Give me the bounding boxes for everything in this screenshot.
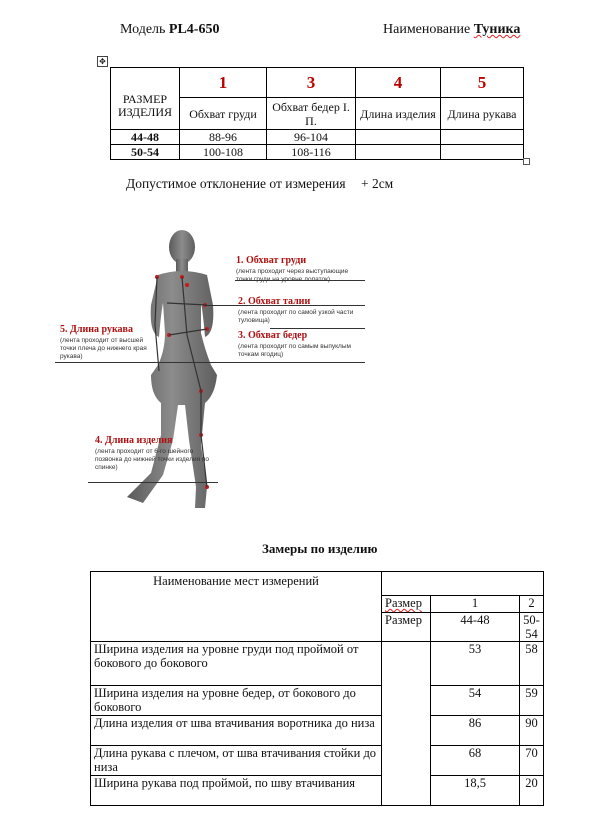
row-value-2: 58: [520, 642, 544, 686]
name-header: [383, 22, 520, 38]
table-row: [91, 776, 544, 806]
row-value-2: 70: [520, 746, 544, 776]
name-label: Наименование: [383, 22, 471, 37]
value-cell: [441, 130, 524, 145]
value-cell: 88-96: [180, 130, 267, 145]
row-name: Ширина рукава под проймой, по шву втачивания: [91, 776, 382, 806]
tolerance-text: Допустимое отклонение от измерения: [126, 176, 346, 191]
size-num-1: 1: [431, 596, 520, 613]
hips-line: [270, 328, 365, 329]
name-value: Туника: [473, 22, 521, 37]
label-title: 2. Обхват талии: [238, 296, 311, 307]
length-line: [88, 482, 218, 483]
label-note: (лента проходит по самым выпуклым точкам ягодиц): [238, 343, 351, 358]
table-row: [111, 145, 524, 160]
tolerance-line: [126, 176, 393, 192]
col-num-1: 1: [180, 68, 267, 98]
row-name: Ширина изделия на уровне бедер, от бокового до бокового: [91, 686, 382, 716]
row-name: Длина изделия от шва втачивания воротника до низа: [91, 716, 382, 746]
figure-label-hips: [238, 330, 368, 359]
value-cell: [356, 145, 441, 160]
size-value-2: 50-54: [520, 613, 544, 642]
table-move-handle-icon[interactable]: ✥: [97, 56, 108, 67]
row-value-2: 20: [520, 776, 544, 806]
row-value-1: 18,5: [431, 776, 520, 806]
size-header: РАЗМЕР ИЗДЕЛИЯ: [111, 68, 180, 130]
row-value-2: 90: [520, 716, 544, 746]
measurements-table: [90, 571, 544, 806]
label-title: 5. Длина рукава: [60, 324, 133, 335]
label-title: 3. Обхват бедер: [238, 330, 308, 341]
tolerance-value: + 2см: [360, 176, 394, 191]
row-name: Ширина изделия на уровне груди под проймой от бокового до бокового: [91, 642, 382, 686]
hips-level-line: [55, 362, 365, 363]
size-table: [110, 67, 524, 160]
table-row: [91, 642, 544, 686]
col-label-chest: Обхват груди: [180, 98, 267, 130]
col-num-3: 3: [267, 68, 356, 98]
table-row: [91, 746, 544, 776]
blank-column: [382, 642, 431, 806]
value-cell: 108-116: [267, 145, 356, 160]
table-resize-handle[interactable]: [523, 158, 530, 165]
model-header: [120, 22, 219, 38]
size-cell: 44-48: [111, 130, 180, 145]
label-note: (лента проходит по самой узкой части туловища): [238, 309, 354, 324]
label-note: (лента проходит от высшей точки плеча до нижнего края рукава): [60, 337, 147, 360]
figure-label-waist: [238, 296, 368, 325]
size-label: [382, 596, 431, 613]
size-value-1: 44-48: [431, 613, 520, 642]
label-note: (лента проходит от 6-го шейного позвонка до нижней точки изделия по спинке): [95, 448, 210, 471]
value-cell: 96-104: [267, 130, 356, 145]
row-value-1: 68: [431, 746, 520, 776]
table-row: [91, 686, 544, 716]
size-cell: 50-54: [111, 145, 180, 160]
col-label-sleeve: Длина рукава: [441, 98, 524, 130]
table-row: [91, 716, 544, 746]
value-cell: [356, 130, 441, 145]
model-value: PL4-650: [168, 22, 220, 37]
col-label-hips: Обхват бедер I. П.: [267, 98, 356, 130]
measurements-title: Замеры по изделию: [262, 541, 378, 556]
value-cell: [441, 145, 524, 160]
row-value-1: 54: [431, 686, 520, 716]
label-title: 4. Длина изделия: [95, 435, 173, 446]
size-label-text: Размер: [385, 596, 422, 610]
model-label: Модель: [120, 22, 166, 37]
col-label-length: Длина изделия: [356, 98, 441, 130]
row-value-1: 86: [431, 716, 520, 746]
col-num-5: 5: [441, 68, 524, 98]
label-note: (лента проходит через выступающие точки груди на уровне лопаток): [236, 268, 349, 283]
label-title: 1. Обхват груди: [236, 255, 307, 266]
col-num-4: 4: [356, 68, 441, 98]
size-num-2: 2: [520, 596, 544, 613]
header-blank: [382, 572, 544, 596]
row-name: Длина рукава с плечом, от шва втачивания стойки до низа: [91, 746, 382, 776]
size-label-2: Размер: [382, 613, 431, 642]
figure-label-length: [95, 435, 215, 472]
place-header: Наименование мест измерений: [91, 572, 382, 642]
row-value-1: 53: [431, 642, 520, 686]
table-row: [111, 130, 524, 145]
figure-label-sleeve: [60, 324, 160, 361]
value-cell: 100-108: [180, 145, 267, 160]
figure-label-chest: [236, 255, 366, 284]
row-value-2: 59: [520, 686, 544, 716]
